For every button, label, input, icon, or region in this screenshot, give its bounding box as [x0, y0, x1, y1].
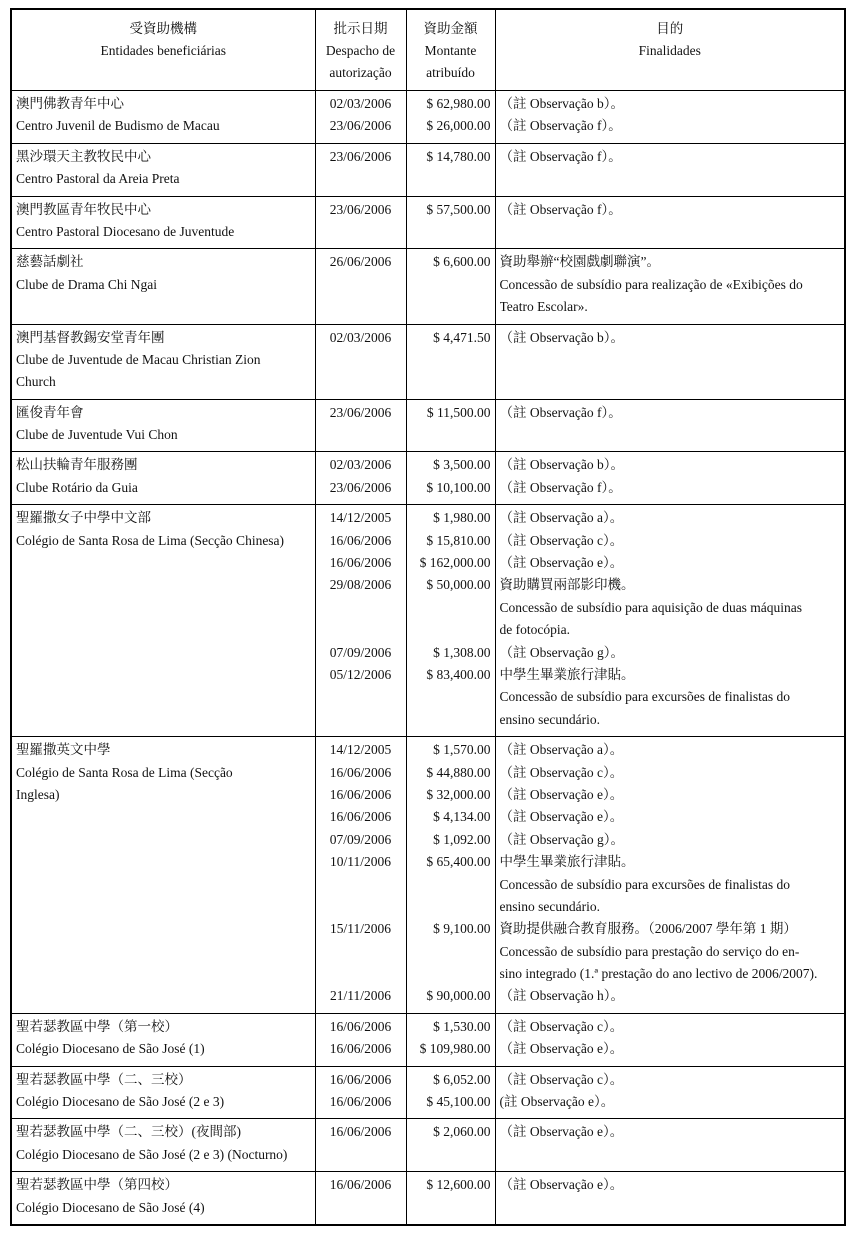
- despacho-date: [316, 941, 406, 963]
- despacho-date: [316, 963, 406, 985]
- entity-name-zh: 聖若瑟教區中學（第四校）: [16, 1177, 178, 1193]
- subsidy-amount: $ 162,000.00: [419, 555, 491, 571]
- date-cell: [315, 91, 406, 144]
- purpose-line: Teatro Escolar».: [499, 299, 588, 315]
- entity-name-zh: 黑沙環天主教牧民中心: [16, 148, 151, 164]
- purpose-line: （註 Observação g）。: [499, 831, 624, 847]
- header-entity: [11, 9, 315, 91]
- purpose-cell: [495, 399, 845, 452]
- purpose-line: Concessão de subsídio para realização de «Exibições do: [499, 276, 803, 292]
- purpose-line: （註 Observação f）。: [499, 404, 622, 420]
- subsidy-amount: $ 26,000.00: [426, 118, 491, 134]
- entity-name-zh: 聖羅撒女子中學中文部: [16, 510, 151, 526]
- amount-cell: [406, 399, 495, 452]
- amount-cell: [406, 1172, 495, 1225]
- table-row: [11, 324, 845, 399]
- date-cell: [315, 143, 406, 196]
- purpose-line: （註 Observação h）。: [499, 988, 624, 1004]
- subsidy-amount: $ 62,980.00: [426, 96, 491, 111]
- despacho-date: 29/08/2006: [329, 577, 392, 593]
- despacho-date: 02/03/2006: [329, 96, 392, 111]
- despacho-date: 16/06/2006: [329, 1071, 392, 1087]
- subsidy-amount: $ 45,100.00: [426, 1094, 491, 1110]
- subsidy-amount: $ 2,060.00: [433, 1124, 491, 1140]
- purpose-line: （註 Observação e）。: [499, 1177, 624, 1193]
- entity-name-pt: Centro Pastoral da Areia Preta: [16, 171, 180, 187]
- header-date-zh: 批示日期: [333, 21, 388, 36]
- purpose-line: （註 Observação e）。: [499, 1124, 624, 1140]
- entity-cell: [11, 1172, 315, 1225]
- amount-cell: [406, 1066, 495, 1119]
- entity-name-pt: Church: [16, 374, 56, 390]
- entity-name-pt: Colégio de Santa Rosa de Lima (Secção Chinesa): [16, 532, 285, 548]
- header-entity-zh: 受資助機構: [129, 21, 197, 36]
- date-cell: [315, 1172, 406, 1225]
- subsidy-amount: [407, 963, 495, 985]
- amount-cell: [406, 143, 495, 196]
- despacho-date: 10/11/2006: [329, 854, 391, 870]
- purpose-line: 資助購買兩部影印機。: [499, 577, 635, 593]
- header-amount-pt-1: Montante: [424, 43, 477, 58]
- date-cell: [315, 324, 406, 399]
- subsidy-amount: $ 1,308.00: [433, 644, 491, 660]
- purpose-line: （註 Observação e）。: [499, 555, 624, 571]
- table-row: [11, 452, 845, 505]
- purpose-cell: [495, 143, 845, 196]
- entity-name-pt: Clube de Juventude Vui Chon: [16, 427, 178, 443]
- despacho-date: [316, 597, 406, 619]
- subsidy-amount: [407, 896, 495, 918]
- entity-name-zh: 聖若瑟教區中學（第一校）: [16, 1018, 178, 1034]
- entity-name-zh: 澳門教區青年牧民中心: [16, 201, 151, 217]
- purpose-line: 中學生畢業旅行津貼。: [499, 666, 635, 682]
- purpose-cell: [495, 249, 845, 324]
- entity-cell: [11, 143, 315, 196]
- subsidy-amount: $ 15,810.00: [426, 532, 491, 548]
- subsidy-amount: $ 6,600.00: [433, 254, 491, 270]
- subsidy-amount: $ 90,000.00: [426, 988, 491, 1004]
- despacho-date: [316, 686, 406, 708]
- subsidy-amount: $ 4,134.00: [433, 809, 491, 825]
- purpose-line: Concessão de subsídio para excursões de finalistas do: [499, 689, 791, 705]
- purpose-line: Concessão de subsídio para aquisição de duas máquinas: [499, 599, 803, 615]
- header-amount-pt-2: atribuído: [426, 65, 475, 80]
- amount-cell: [406, 505, 495, 737]
- subsidy-amount: $ 57,500.00: [426, 201, 491, 217]
- subsidy-amount: $ 32,000.00: [426, 786, 491, 802]
- amount-cell: [406, 452, 495, 505]
- purpose-line: （註 Observação a）。: [499, 742, 624, 758]
- subsidy-amount: $ 14,780.00: [426, 148, 491, 164]
- table-row: [11, 1172, 845, 1225]
- subsidy-table: [10, 8, 846, 1226]
- amount-cell: [406, 249, 495, 324]
- table-row: [11, 196, 845, 249]
- despacho-date: 16/06/2006: [329, 1041, 392, 1057]
- despacho-date: 16/06/2006: [329, 1094, 392, 1110]
- despacho-date: 23/06/2006: [329, 201, 392, 217]
- purpose-line: （註 Observação f）。: [499, 201, 622, 217]
- despacho-date: 26/06/2006: [329, 254, 392, 270]
- purpose-cell: [495, 196, 845, 249]
- subsidy-amount: $ 9,100.00: [433, 921, 491, 937]
- purpose-line: （註 Observação e）。: [499, 1041, 624, 1057]
- subsidy-amount: $ 6,052.00: [433, 1071, 491, 1087]
- despacho-date: [316, 874, 406, 896]
- subsidy-amount: $ 1,530.00: [433, 1018, 491, 1034]
- header-purpose: [495, 9, 845, 91]
- purpose-cell: [495, 1013, 845, 1066]
- subsidy-amount: $ 4,471.50: [433, 329, 491, 345]
- subsidy-amount: $ 83,400.00: [426, 666, 491, 682]
- date-cell: [315, 196, 406, 249]
- header-date-pt-2: autorização: [329, 65, 392, 80]
- despacho-date: 15/11/2006: [329, 921, 391, 937]
- subsidy-amount: $ 3,500.00: [433, 457, 491, 473]
- purpose-line: （註 Observação e）。: [499, 809, 624, 825]
- amount-cell: [406, 196, 495, 249]
- date-cell: [315, 452, 406, 505]
- despacho-date: 14/12/2005: [329, 510, 392, 526]
- date-cell: [315, 1013, 406, 1066]
- purpose-cell: [495, 1119, 845, 1172]
- despacho-date: 02/03/2006: [329, 329, 392, 345]
- purpose-cell: [495, 324, 845, 399]
- table-header: [11, 9, 845, 91]
- despacho-date: 16/06/2006: [329, 1177, 392, 1193]
- purpose-line: 資助舉辦“校園戲劇聯演”。: [499, 254, 660, 270]
- table-row: [11, 91, 845, 144]
- purpose-line: de fotocópia.: [499, 622, 570, 638]
- entity-cell: [11, 1013, 315, 1066]
- entity-name-pt: Colégio Diocesano de São José (1): [16, 1041, 205, 1057]
- purpose-line: sino integrado (1.ª prestação do ano lectivo de 2006/2007).: [499, 966, 818, 982]
- despacho-date: 16/06/2006: [329, 1018, 392, 1034]
- despacho-date: [316, 619, 406, 641]
- entity-name-pt: Centro Pastoral Diocesano de Juventude: [16, 223, 235, 239]
- entity-cell: [11, 505, 315, 737]
- date-cell: [315, 505, 406, 737]
- entity-cell: [11, 324, 315, 399]
- header-purpose-zh: 目的: [656, 21, 684, 36]
- subsidy-amount: [407, 686, 495, 708]
- amount-cell: [406, 91, 495, 144]
- entity-cell: [11, 737, 315, 1014]
- despacho-date: 02/03/2006: [329, 457, 392, 473]
- subsidy-amount: $ 11,500.00: [426, 404, 491, 420]
- entity-name-pt: Inglesa): [16, 786, 60, 802]
- purpose-cell: [495, 452, 845, 505]
- entity-name-zh: 匯俊青年會: [16, 404, 84, 420]
- purpose-line: （註 Observação g）。: [499, 644, 624, 660]
- purpose-line: （註 Observação e）。: [499, 786, 624, 802]
- header-purpose-pt: Finalidades: [638, 43, 701, 58]
- despacho-date: 23/06/2006: [329, 404, 392, 420]
- purpose-line: （註 Observação c）。: [499, 1018, 624, 1034]
- despacho-date: 21/11/2006: [329, 988, 391, 1004]
- purpose-line: (註 Observação e）。: [499, 1094, 615, 1110]
- despacho-date: 05/12/2006: [329, 666, 392, 682]
- table-row: [11, 143, 845, 196]
- despacho-date: 16/06/2006: [329, 555, 392, 571]
- entity-name-pt: Clube de Juventude de Macau Christian Zion: [16, 351, 261, 367]
- subsidy-amount: $ 1,092.00: [433, 831, 491, 847]
- entity-name-pt: Centro Juvenil de Budismo de Macau: [16, 118, 220, 134]
- despacho-date: 16/06/2006: [329, 1124, 392, 1140]
- entity-cell: [11, 249, 315, 324]
- purpose-line: 中學生畢業旅行津貼。: [499, 854, 635, 870]
- entity-cell: [11, 196, 315, 249]
- purpose-cell: [495, 1066, 845, 1119]
- purpose-line: ensino secundário.: [499, 711, 600, 727]
- subsidy-amount: [407, 941, 495, 963]
- header-date: [315, 9, 406, 91]
- entity-cell: [11, 399, 315, 452]
- subsidy-amount: $ 109,980.00: [419, 1041, 491, 1057]
- entity-name-pt: Colégio de Santa Rosa de Lima (Secção: [16, 764, 233, 780]
- entity-name-pt: Colégio Diocesano de São José (2 e 3): [16, 1094, 225, 1110]
- purpose-cell: [495, 505, 845, 737]
- table-body: [11, 91, 845, 1225]
- purpose-line: 資助提供融合教育服務。（2006/2007 學年第 1 期）: [499, 921, 797, 937]
- purpose-line: （註 Observação f）。: [499, 479, 622, 495]
- purpose-line: （註 Observação c）。: [499, 764, 624, 780]
- table-row: [11, 1066, 845, 1119]
- entity-cell: [11, 452, 315, 505]
- subsidy-amount: $ 10,100.00: [426, 479, 491, 495]
- date-cell: [315, 249, 406, 324]
- subsidy-amount: $ 44,880.00: [426, 764, 491, 780]
- subsidy-amount: $ 65,400.00: [426, 854, 491, 870]
- purpose-line: （註 Observação b）。: [499, 329, 624, 345]
- entity-cell: [11, 1066, 315, 1119]
- subsidy-amount: [407, 709, 495, 731]
- header-amount-zh: 資助金額: [423, 21, 478, 36]
- purpose-line: （註 Observação f）。: [499, 148, 622, 164]
- purpose-line: （註 Observação a）。: [499, 510, 624, 526]
- entity-name-zh: 聖羅撒英文中學: [16, 742, 111, 758]
- despacho-date: 23/06/2006: [329, 148, 392, 164]
- purpose-line: （註 Observação b）。: [499, 96, 624, 111]
- header-amount: [406, 9, 495, 91]
- purpose-line: （註 Observação f）。: [499, 118, 622, 134]
- purpose-line: （註 Observação b）。: [499, 457, 624, 473]
- table-row: [11, 249, 845, 324]
- table-row: [11, 737, 845, 1014]
- despacho-date: 07/09/2006: [329, 644, 392, 660]
- entity-name-pt: Colégio Diocesano de São José (4): [16, 1199, 205, 1215]
- entity-name-pt: Clube Rotário da Guia: [16, 479, 138, 495]
- table-row: [11, 1119, 845, 1172]
- date-cell: [315, 399, 406, 452]
- despacho-date: 16/06/2006: [329, 786, 392, 802]
- subsidy-amount: [407, 874, 495, 896]
- entity-name-zh: 聖若瑟教區中學（二、三校）: [16, 1071, 192, 1087]
- table-row: [11, 505, 845, 737]
- entity-name-zh: 澳門佛教青年中心: [16, 96, 124, 111]
- purpose-cell: [495, 1172, 845, 1225]
- subsidy-amount: $ 1,980.00: [433, 510, 491, 526]
- table-row: [11, 1013, 845, 1066]
- entity-name-pt: Clube de Drama Chi Ngai: [16, 276, 157, 292]
- header-entity-pt: Entidades beneficiárias: [100, 43, 227, 58]
- despacho-date: [316, 896, 406, 918]
- entity-name-zh: 澳門基督教錫安堂青年團: [16, 329, 165, 345]
- table-row: [11, 399, 845, 452]
- entity-cell: [11, 1119, 315, 1172]
- purpose-line: （註 Observação c）。: [499, 1071, 624, 1087]
- header-date-pt-1: Despacho de: [325, 43, 396, 58]
- purpose-cell: [495, 91, 845, 144]
- despacho-date: 14/12/2005: [329, 742, 392, 758]
- despacho-date: 16/06/2006: [329, 764, 392, 780]
- subsidy-amount: $ 50,000.00: [426, 577, 491, 593]
- subsidy-amount: [407, 597, 495, 619]
- despacho-date: [316, 709, 406, 731]
- entity-name-pt: Colégio Diocesano de São José (2 e 3) (Nocturno): [16, 1146, 288, 1162]
- despacho-date: 16/06/2006: [329, 809, 392, 825]
- subsidy-amount: $ 1,570.00: [433, 742, 491, 758]
- despacho-date: 16/06/2006: [329, 532, 392, 548]
- amount-cell: [406, 737, 495, 1014]
- subsidy-amount: $ 12,600.00: [426, 1177, 491, 1193]
- entity-name-zh: 松山扶輪青年服務團: [16, 457, 138, 473]
- despacho-date: 07/09/2006: [329, 831, 392, 847]
- despacho-date: 23/06/2006: [329, 118, 392, 134]
- date-cell: [315, 737, 406, 1014]
- subsidy-amount: [407, 619, 495, 641]
- entity-cell: [11, 91, 315, 144]
- date-cell: [315, 1119, 406, 1172]
- despacho-date: 23/06/2006: [329, 479, 392, 495]
- purpose-line: Concessão de subsídio para excursões de finalistas do: [499, 876, 791, 892]
- purpose-line: （註 Observação c）。: [499, 532, 624, 548]
- purpose-line: ensino secundário.: [499, 898, 600, 914]
- date-cell: [315, 1066, 406, 1119]
- amount-cell: [406, 1119, 495, 1172]
- purpose-line: Concessão de subsídio para prestação do serviço do en-: [499, 943, 800, 959]
- amount-cell: [406, 1013, 495, 1066]
- amount-cell: [406, 324, 495, 399]
- entity-name-zh: 慈藝話劇社: [16, 254, 84, 270]
- entity-name-zh: 聖若瑟教區中學（二、三校）(夜間部): [16, 1124, 241, 1140]
- purpose-cell: [495, 737, 845, 1014]
